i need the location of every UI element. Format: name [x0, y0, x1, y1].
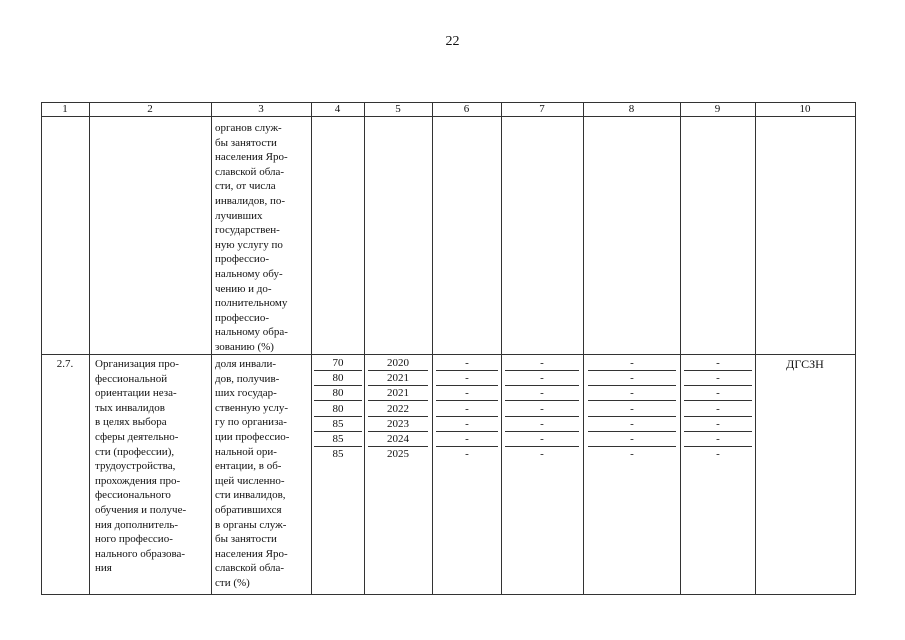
value-cell-c9: -: [684, 417, 752, 432]
indicator-text-continued: органов служ- бы занятости населения Яро- славской обла- сти, от числа инвалидов, по- лучивших государствен- ную услугу по профессио- нальному обу- чению и до- полнительному профессио- нальному обра- зованию (%): [215, 122, 288, 353]
header-col-9: 9: [714, 103, 721, 115]
value-cell-target: 85: [314, 432, 362, 447]
value-cell-c6: -: [436, 386, 498, 401]
value-cell-year: 2025: [387, 448, 409, 461]
value-cell-c8: -: [630, 448, 634, 461]
value-cell-target: 70: [314, 356, 362, 371]
value-cell-c6: -: [436, 371, 498, 386]
header-col-10: 10: [799, 103, 811, 115]
value-cell-c9: -: [716, 448, 720, 461]
value-cell-target: 85: [332, 448, 344, 461]
col-border: [432, 102, 433, 595]
header-bottom-border: [41, 116, 856, 117]
value-cell-year: 2021: [368, 386, 428, 401]
value-cell-c7: -: [505, 417, 579, 432]
value-cell-c6: -: [436, 402, 498, 417]
value-cell-c8: -: [588, 356, 676, 371]
value-cell-c8: -: [588, 432, 676, 447]
header-col-1: 1: [62, 103, 68, 115]
header-col-4: 4: [334, 103, 341, 115]
value-cell-year: 2022: [368, 402, 428, 417]
value-cell-c7: -: [505, 356, 579, 371]
col-border: [311, 102, 312, 595]
value-cell-c6: -: [436, 356, 498, 371]
col-border: [364, 102, 365, 595]
header-col-3: 3: [258, 103, 264, 115]
value-cell-c7: -: [505, 371, 579, 386]
value-cell-target: 80: [314, 371, 362, 386]
value-cell-year: 2020: [368, 356, 428, 371]
value-cell-year: 2023: [368, 417, 428, 432]
value-cell-target: 80: [314, 402, 362, 417]
table-bottom-border: [41, 594, 856, 595]
row-divider: [41, 354, 856, 355]
value-cell-target: 80: [314, 386, 362, 401]
header-col-5: 5: [395, 103, 401, 115]
value-cell-target: 85: [314, 417, 362, 432]
col-border: [680, 102, 681, 595]
value-cell-c7: -: [540, 448, 544, 461]
header-col-2: 2: [147, 103, 153, 115]
indicator-text: доля инвали- дов, получив- ших государ- ственную услу- гу по организа- ции профессио- нальной ори- ентации, в об- щей численно- сти инвалидов, обратившихся в органы служ- бы занятости населения Яро- славской обла- сти (%): [215, 358, 290, 589]
value-cell-c9: -: [684, 386, 752, 401]
value-cell-c9: -: [684, 432, 752, 447]
value-cell-c6: -: [465, 448, 469, 461]
col-border: [89, 102, 90, 595]
header-col-7: 7: [539, 103, 545, 115]
header-col-6: 6: [463, 103, 470, 115]
value-cell-c6: -: [436, 432, 498, 447]
value-cell-year: 2024: [368, 432, 428, 447]
col-border: [501, 102, 502, 595]
value-cell-c7: -: [505, 386, 579, 401]
col-border: [583, 102, 584, 595]
col-border: [211, 102, 212, 595]
value-cell-c8: -: [588, 386, 676, 401]
value-cell-c6: -: [436, 417, 498, 432]
col-border: [855, 102, 856, 595]
responsible-executor: ДГСЗН: [786, 357, 824, 371]
value-cell-c8: -: [588, 402, 676, 417]
value-cell-c9: -: [684, 371, 752, 386]
row-number: 2.7.: [56, 358, 74, 370]
value-cell-c8: -: [588, 371, 676, 386]
value-cell-c9: -: [684, 356, 752, 371]
value-cell-c7: -: [505, 432, 579, 447]
value-cell-c7: -: [505, 402, 579, 417]
value-cell-year: 2021: [368, 371, 428, 386]
header-col-8: 8: [628, 103, 635, 115]
col-border: [755, 102, 756, 595]
page-number: 22: [445, 34, 460, 49]
col-border: [41, 102, 42, 595]
value-cell-c8: -: [588, 417, 676, 432]
value-cell-c9: -: [684, 402, 752, 417]
activity-description: Организация про- фессиональной ориентации неза- тых инвалидов в целях выбора сферы деятельно- сти (профессии), трудоустройства, прохождения про- фессионального обучения и получе- ния дополнитель- ного профессио- нального образова- ния: [95, 358, 187, 575]
